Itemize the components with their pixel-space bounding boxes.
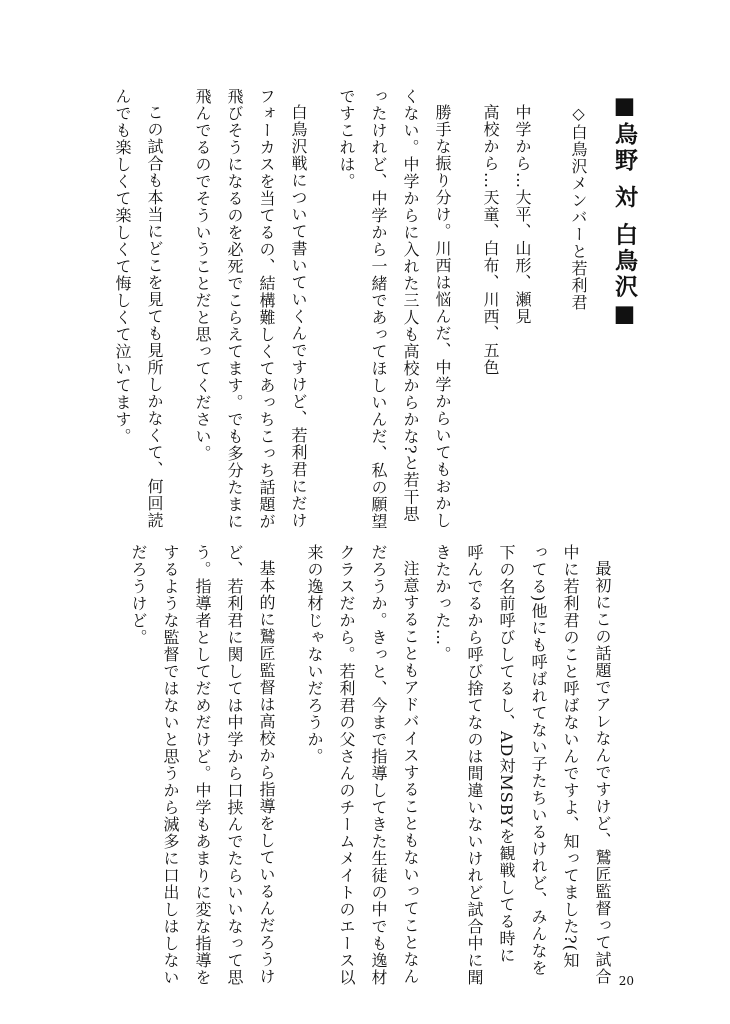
paragraph-line: 飛びそうになるのを必死でこらえてます。でも多分たまに [225, 88, 244, 530]
paragraph-line: 注意することもアドバイスすることもないってことなん [401, 560, 420, 985]
paragraph-line: くない。中学からに入れた三人も高校からかな?と若干思 [401, 88, 420, 523]
paragraph-line: 最初にこの話題でアレなんですけど、鷲匠監督って試合 [593, 560, 612, 985]
paragraph-line: 基本的に鷲匠監督は高校から指導をしているんだろうけ [257, 560, 276, 985]
page-number: 20 [618, 974, 634, 988]
member-line: 中学から…大平、山形、瀬見 [513, 104, 532, 325]
paragraph-line: ですこれは。 [337, 88, 356, 190]
paragraph-line: だろうか。きっと、今まで指導してきた生徒の中でも逸材 [369, 544, 388, 986]
paragraph-line: んでも楽しくて楽しくて悔しくて泣いてます。 [113, 88, 132, 445]
member-line: 高校から…天童、白布、川西、五色 [481, 104, 500, 376]
paragraph-line: フォーカスを当てるの、結構難しくてあっちこっち話題が [257, 88, 276, 530]
paragraph-line: 呼んでるから呼び捨てなのは間違いないけれど試合中に聞 [465, 544, 484, 986]
paragraph-line: う。指導者としてだめだけど。中学もあまりに変な指導を [193, 544, 212, 986]
paragraph-line: 中に若利君のこと呼ばないんですよ、知ってました?(知 [561, 544, 580, 969]
paragraph-line: 来の逸材じゃないだろうか。 [305, 544, 324, 765]
paragraph-line: 下の名前呼びしてるし、AD対MSBYを観戦してる時に [497, 544, 516, 964]
paragraph-line: ど、若利君に関しては中学から口挟んでたらいいなって思 [225, 544, 244, 986]
section-heading: ◇白鳥沢メンバーと若利君 [569, 104, 588, 311]
paragraph-line: クラスだから。若利君の父さんのチームメイトのエース以 [337, 544, 356, 986]
paragraph-line: ってる)他にも呼ばれてない子たちいるけれど、みんなを [529, 544, 548, 977]
paragraph-line: この試合も本当にどこを見ても見所しかなくて、何回読 [145, 104, 164, 529]
page-title: ■烏野 対 白鳥沢■ [611, 92, 638, 331]
paragraph-line: 白鳥沢戦について書いていくんですけど、若利君にだけ [289, 104, 308, 529]
paragraph-line: 勝手な振り分け。川西は悩んだ、中学からいてもおかし [433, 104, 452, 529]
paragraph-line: だろうけど。 [129, 544, 148, 646]
paragraph-line: きたかった…。 [433, 544, 452, 663]
paragraph-line: するような監督ではないと思うから滅多に口出しはしない [161, 544, 180, 986]
paragraph-line: 飛んでるのでそういうことだと思ってください。 [193, 88, 212, 462]
paragraph-line: ったけれど、中学から一緒であってほしいんだ、私の願望 [369, 88, 388, 530]
